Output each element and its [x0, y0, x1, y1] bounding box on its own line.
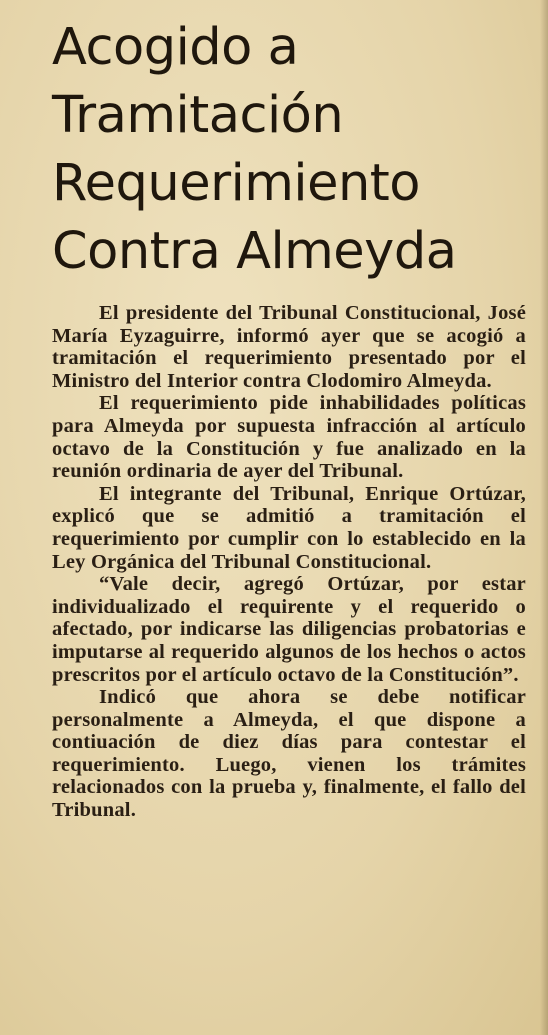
headline-line: Tramitación: [52, 86, 344, 145]
headline-line: Acogido a: [52, 18, 299, 77]
article-body: [52, 302, 526, 822]
article-paragraph: El presidente del Tribunal Constitucional, José María Eyzaguirre, informó ayer que se acogió a tramitación el requerimiento presentado por el Ministro del Interior contra Clodomiro Almeyda.: [52, 302, 526, 392]
article-paragraph: El requerimiento pide inhabilidades políticas para Almeyda por supuesta infracción al artículo octavo de la Constitución y fue analizado en la reunión ordinaria de ayer del Tribunal.: [52, 392, 526, 483]
headline-line: Contra Almeyda: [52, 222, 457, 281]
headline-line: Requerimiento: [52, 154, 420, 213]
paper-edge-shadow: [540, 0, 548, 1035]
article-paragraph: “Vale decir, agregó Ortúzar, por estar individualizado el requirente y el requerido o afectado, por indicarse las diligencias probatorias e imputarse al requerido algunos de los hechos o actos prescritos por el artículo octavo de la Constitución”.: [52, 573, 526, 686]
article-paragraph: Indicó que ahora se debe notificar personalmente a Almeyda, el que dispone a contiuación de diez días para contestar el requerimiento. Luego, vienen los trámites relacionados con la prueba y, finalmente, el fallo del Tribunal.: [52, 686, 526, 822]
headline: [52, 14, 526, 286]
article-paragraph: El integrante del Tribunal, Enrique Ortúzar, explicó que se admitió a tramitación el requerimiento por cumplir con lo establecido en la Ley Orgánica del Tribunal Constitucional.: [52, 482, 526, 573]
